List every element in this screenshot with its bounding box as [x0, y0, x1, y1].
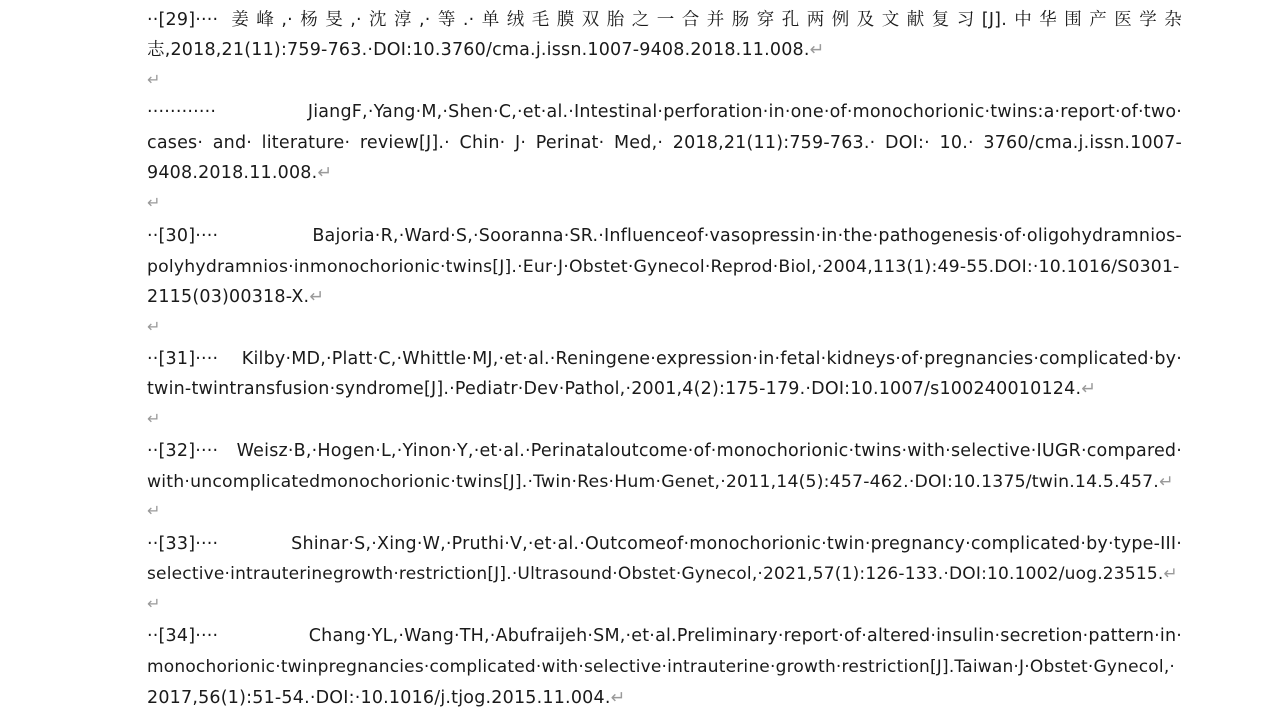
ref-32-line-2-text: with·uncomplicatedmonochorionic·twins[J].·Twin·Res·Hum·Genet,·2011,14(5):457-462.·DOI:10.1375/twin.14.5.457.: [147, 472, 1159, 492]
paragraph-mark-icon: ↵: [809, 40, 825, 60]
paragraph-mark-icon: ↵: [610, 688, 626, 708]
paragraph-mark-icon: ↵: [1081, 379, 1097, 399]
ref-29-en-line-2[interactable]: cases· and· literature· review[J].· Chin· J· Perinat· Med,· 2018,21(11):759-763.· DOI:· 10.· 3760/cma.j.issn.1007-: [147, 133, 1182, 153]
ref-30-line-3-text: 2115(03)00318-X.: [147, 287, 310, 307]
ref-34-line-2[interactable]: monochorionic·twinpregnancies·complicated·with·selective·intrauterine·growth·restriction[J].Taiwan·J·Obstet·Gynecol,·: [147, 657, 1176, 677]
ref-29-line-1[interactable]: ··[29]···· 姜峰,·杨旻,·沈淳,·等.·单绒毛膜双胎之一合并肠穿孔两例及文献复习[J].中华围产医学杂: [147, 10, 1182, 30]
ref-30-line-3[interactable]: [147, 285, 1182, 309]
ref-33-line-2-text: selective·intrauterinegrowth·restriction[J].·Ultrasound·Obstet·Gynecol,·2021,57(1):126-133.·DOI:10.1002/uog.23515.: [147, 564, 1164, 584]
ref-29-line-2-text: 志,2018,21(11):759-763.·DOI:10.3760/cma.j.issn.1007-9408.2018.11.008.: [147, 40, 810, 60]
paragraph-mark-icon: ↵: [317, 163, 333, 183]
ref-32-line-1[interactable]: ··[32]···· Weisz·B,·Hogen·L,·Yinon·Y,·et·al.·Perinataloutcome·of·monochorionic·twins·with·selective·IUGR·compared·: [147, 441, 1182, 461]
ref-32-line-2[interactable]: [147, 470, 1182, 494]
empty-paragraph-mark-icon: ↵: [147, 70, 161, 89]
empty-paragraph-mark-icon: ↵: [147, 193, 161, 212]
ref-34-line-1[interactable]: ··[34]···· Chang·YL,·Wang·TH,·Abufraijeh·SM,·et·al.Preliminary·report·of·altered·insulin·secretion·pattern·in·: [147, 626, 1182, 646]
ref-31-line-2-text: twin-twintransfusion·syndrome[J].·Pediatr·Dev·Pathol,·2001,4(2):175-179.·DOI:10.1007/s100240010124.: [147, 379, 1082, 399]
paragraph-mark-icon: ↵: [309, 287, 325, 307]
empty-paragraph-mark-icon: ↵: [147, 594, 161, 613]
ref-33-line-2[interactable]: [147, 562, 1182, 586]
empty-paragraph-mark-icon: ↵: [147, 501, 161, 520]
ref-29-line-2[interactable]: [147, 38, 1182, 62]
ref-29-en-line-1[interactable]: ············ JiangF,·Yang·M,·Shen·C,·et·al.·Intestinal·perforation·in·one·of·monochorionic·twins:a·report·of·two·: [147, 102, 1182, 122]
paragraph-mark-icon: ↵: [1159, 472, 1174, 492]
ref-29-en-line-3-text: 9408.2018.11.008.: [147, 163, 318, 183]
ref-29-en-line-3[interactable]: [147, 161, 1182, 185]
empty-paragraph-mark-icon: ↵: [147, 409, 161, 428]
ref-34-line-3-text: 2017,56(1):51-54.·DOI:·10.1016/j.tjog.2015.11.004.: [147, 688, 611, 708]
ref-33-line-1[interactable]: ··[33]···· Shinar·S,·Xing·W,·Pruthi·V,·et·al.·Outcomeof·monochorionic·twin·pregnancy·complicated·by·type-III·: [147, 534, 1182, 554]
ref-34-line-3[interactable]: [147, 686, 1182, 710]
ref-30-line-2[interactable]: polyhydramnios·inmonochorionic·twins[J].·Eur·J·Obstet·Gynecol·Reprod·Biol,·2004,113(1):49-55.DOI:·10.1016/S0301-: [147, 257, 1180, 277]
ref-31-line-2[interactable]: [147, 377, 1182, 401]
ref-30-line-1[interactable]: ··[30]···· Bajoria·R,·Ward·S,·Sooranna·SR.·Influenceof·vasopressin·in·the·pathogenesis·of·oligohydramnios-: [147, 226, 1182, 246]
empty-paragraph-mark-icon: ↵: [147, 317, 161, 336]
paragraph-mark-icon: ↵: [1163, 564, 1178, 584]
ref-31-line-1[interactable]: ··[31]···· Kilby·MD,·Platt·C,·Whittle·MJ,·et·al.·Reningene·expression·in·fetal·kidneys·of·pregnancies·complicated·by·: [147, 349, 1182, 369]
